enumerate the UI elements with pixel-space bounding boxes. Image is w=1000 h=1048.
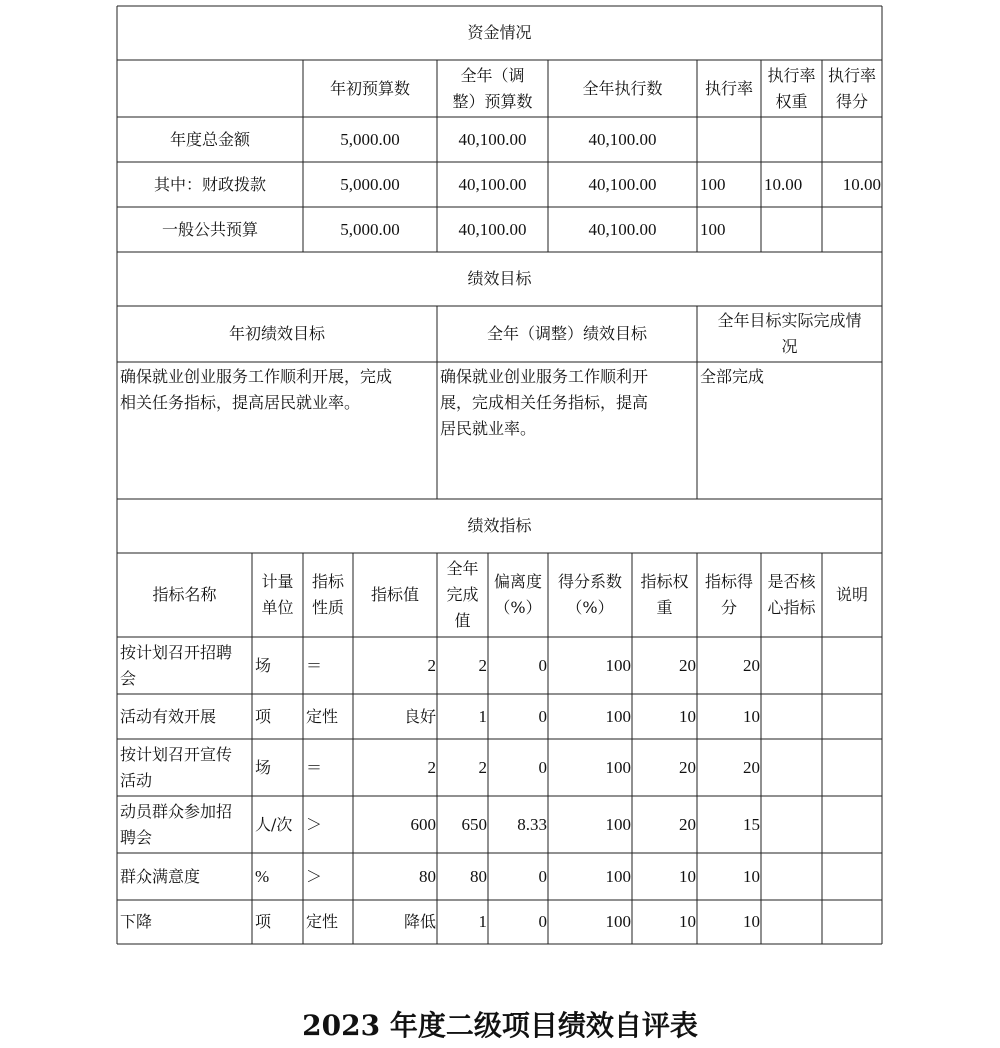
indicators-header: 说明 [835, 585, 868, 604]
indicator-note [822, 796, 882, 853]
indicator-core [761, 796, 822, 853]
indicator-note [822, 900, 882, 944]
indicator-core [761, 900, 822, 944]
indicator-nature: 定性 [306, 706, 339, 726]
indicator-name: 活动有效开展 [120, 706, 217, 726]
indicator-score: 10 [743, 912, 760, 931]
funds-section-title: 资金情况 [467, 23, 532, 42]
indicator-note [822, 637, 882, 694]
funds-initial-budget: 5,000.00 [340, 174, 400, 194]
goals-header-actual: 全年目标实际完成情 况 [717, 311, 862, 356]
indicator-coefficient: 100 [605, 866, 631, 886]
indicator-nature: ＝ [306, 757, 323, 777]
indicator-unit: 人/次 [255, 814, 293, 834]
indicators-header: 指标得 分 [704, 572, 753, 617]
indicator-coefficient: 100 [605, 912, 631, 931]
funds-execution-rate: 100 [700, 174, 726, 194]
indicator-target: 80 [419, 866, 436, 886]
funds-header: 全年执行数 [582, 78, 663, 98]
funds-rate-score [822, 117, 882, 162]
funds-execution-rate: 100 [700, 219, 726, 239]
indicator-nature: 定性 [306, 912, 339, 931]
indicator-deviation: 0 [538, 912, 547, 931]
indicator-name: 群众满意度 [120, 866, 201, 886]
goals-initial-text: 确保就业创业服务工作顺利开展，完成 相关任务指标，提高居民就业率。 [120, 367, 393, 412]
goals-header-adjusted: 全年（调整）绩效目标 [486, 324, 647, 343]
funds-row-label: 其中：财政拨款 [153, 174, 266, 194]
indicator-coefficient: 100 [605, 706, 631, 726]
indicator-note [822, 694, 882, 739]
indicator-unit: 项 [255, 706, 272, 726]
indicator-weight: 10 [679, 706, 696, 726]
indicator-completed: 2 [478, 655, 487, 675]
indicator-score: 20 [743, 757, 760, 777]
indicators-header: 全年 完成 值 [446, 559, 479, 630]
funds-adjusted-budget: 40,100.00 [458, 129, 527, 149]
indicator-coefficient: 100 [605, 655, 631, 675]
indicator-core [761, 853, 822, 900]
indicator-nature: ＞ [306, 814, 323, 834]
indicator-weight: 20 [679, 757, 696, 777]
funds-rate-weight [761, 207, 822, 252]
indicator-note [822, 739, 882, 796]
indicator-nature: ＝ [306, 655, 323, 675]
indicators-header: 指标值 [370, 585, 419, 604]
indicator-unit: % [255, 866, 270, 886]
indicator-name: 下降 [120, 912, 153, 931]
document-title: 2023 年度二级项目绩效自评表 [302, 1009, 698, 1042]
indicator-score: 10 [743, 706, 760, 726]
funds-executed: 40,100.00 [588, 219, 657, 239]
indicator-score: 15 [743, 814, 760, 834]
indicators-header: 指标 性质 [311, 572, 344, 617]
indicator-score: 10 [743, 866, 760, 886]
goals-header-initial: 年初绩效目标 [228, 324, 325, 343]
indicators-header: 指标权 重 [640, 572, 689, 617]
funds-header: 执行率 [704, 78, 753, 98]
indicator-deviation: 0 [538, 706, 547, 726]
indicator-coefficient: 100 [605, 814, 631, 834]
indicator-core [761, 637, 822, 694]
indicators-header: 是否核 心指标 [767, 572, 816, 617]
indicator-weight: 10 [679, 866, 696, 886]
funds-executed: 40,100.00 [588, 129, 657, 149]
funds-adjusted-budget: 40,100.00 [458, 174, 527, 194]
indicators-section-title: 绩效指标 [467, 516, 532, 535]
funds-execution-rate [697, 117, 761, 162]
indicators-header: 指标名称 [152, 585, 217, 604]
funds-header: 执行率 权重 [767, 65, 816, 111]
indicator-completed: 1 [478, 706, 487, 726]
indicator-weight: 10 [679, 912, 696, 931]
indicator-score: 20 [743, 655, 760, 675]
goals-actual-text: 全部完成 [700, 367, 765, 386]
indicator-target: 2 [427, 757, 436, 777]
indicator-target: 降低 [403, 912, 436, 931]
indicators-header: 计量 单位 [261, 572, 294, 617]
indicator-unit: 场 [255, 655, 272, 675]
indicator-deviation: 8.33 [517, 814, 547, 834]
indicator-completed: 80 [470, 866, 487, 886]
indicators-header: 偏离度 （%） [493, 572, 542, 617]
indicator-core [761, 739, 822, 796]
indicator-completed: 2 [478, 757, 487, 777]
funds-rate-score: 10.00 [842, 174, 881, 194]
indicator-deviation: 0 [538, 866, 547, 886]
indicators-header: 得分系数 （%） [557, 572, 622, 617]
funds-initial-budget: 5,000.00 [340, 129, 400, 149]
funds-rate-weight: 10.00 [764, 174, 803, 194]
funds-rate-score [822, 207, 882, 252]
indicator-completed: 1 [478, 912, 487, 931]
indicator-deviation: 0 [538, 655, 547, 675]
funds-header: 执行率 得分 [827, 65, 876, 111]
goals-section-title: 绩效目标 [467, 269, 532, 288]
indicator-completed: 650 [461, 814, 487, 834]
indicator-name: 动员群众参加招 聘会 [120, 801, 233, 847]
indicator-name: 按计划召开宣传 活动 [120, 744, 233, 790]
indicator-note [822, 853, 882, 900]
funds-rate-weight [761, 117, 822, 162]
indicator-weight: 20 [679, 655, 696, 675]
indicator-coefficient: 100 [605, 757, 631, 777]
indicator-name: 按计划召开招聘 会 [120, 642, 233, 688]
indicator-weight: 20 [679, 814, 696, 834]
indicator-target: 2 [427, 655, 436, 675]
funds-initial-budget: 5,000.00 [340, 219, 400, 239]
indicator-target: 良好 [403, 706, 436, 726]
indicator-unit: 场 [255, 757, 272, 777]
funds-header: 全年（调 整）预算数 [452, 65, 533, 111]
indicator-nature: ＞ [306, 866, 323, 886]
funds-row-label: 一般公共预算 [161, 219, 258, 239]
funds-header: 年初预算数 [329, 78, 410, 98]
indicator-core [761, 694, 822, 739]
indicator-deviation: 0 [538, 757, 547, 777]
funds-executed: 40,100.00 [588, 174, 657, 194]
goals-adjusted-text: 确保就业创业服务工作顺利开 展，完成相关任务指标，提高 居民就业率。 [440, 367, 649, 438]
indicator-unit: 项 [255, 912, 272, 931]
funds-row-label: 年度总金额 [169, 129, 250, 149]
indicator-target: 600 [410, 814, 436, 834]
funds-adjusted-budget: 40,100.00 [458, 219, 527, 239]
